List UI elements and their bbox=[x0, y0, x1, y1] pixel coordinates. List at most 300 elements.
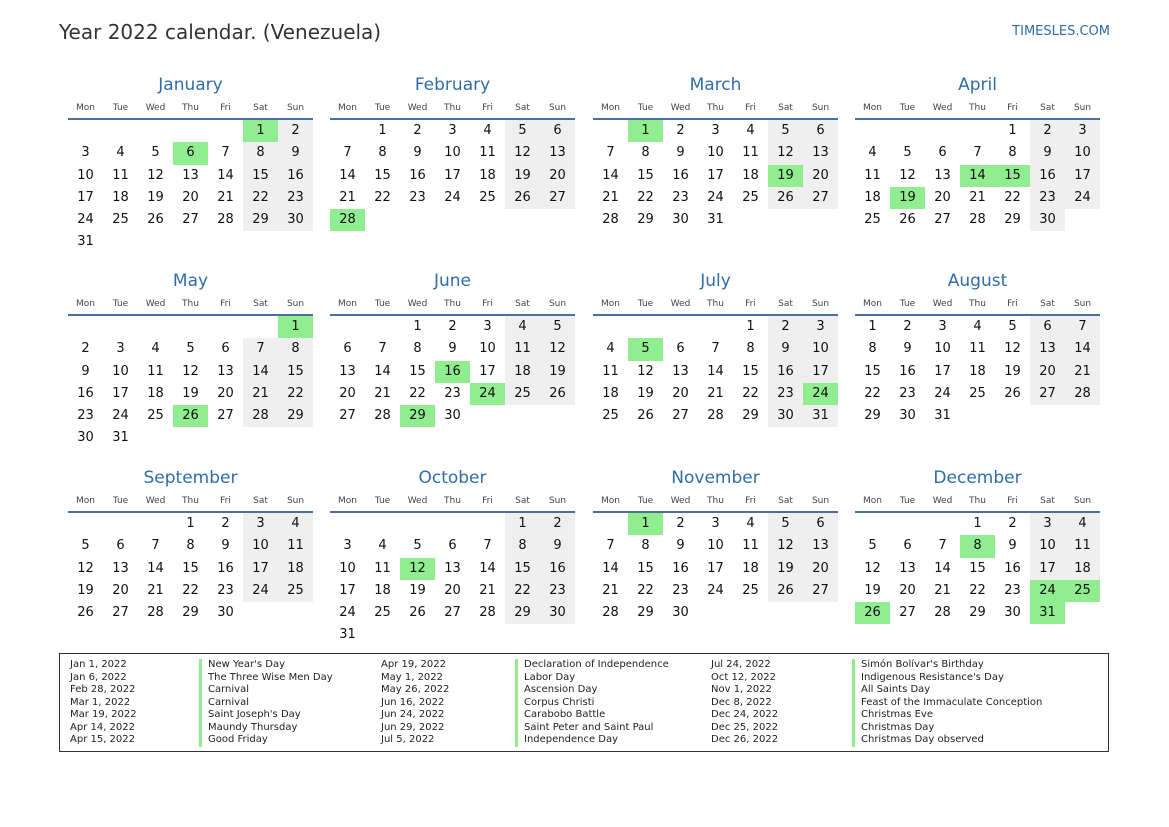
day-cell[interactable]: 10 bbox=[707, 145, 724, 161]
day-cell[interactable]: 11 bbox=[278, 535, 313, 557]
day-cell[interactable]: 4 bbox=[116, 145, 125, 161]
day-cell[interactable]: 9 bbox=[540, 535, 575, 557]
day-cell[interactable]: 4 bbox=[1065, 513, 1100, 535]
day-cell[interactable]: 13 bbox=[1030, 338, 1065, 360]
holiday-day-cell[interactable]: 16 bbox=[435, 361, 470, 383]
day-cell[interactable]: 2 bbox=[448, 319, 457, 334]
day-cell[interactable]: 29 bbox=[243, 209, 278, 231]
day-cell[interactable]: 17 bbox=[112, 385, 129, 401]
day-cell[interactable]: 1 bbox=[505, 513, 540, 535]
holiday-day-cell[interactable]: 19 bbox=[768, 165, 803, 187]
day-cell[interactable]: 16 bbox=[1030, 165, 1065, 187]
day-cell[interactable]: 16 bbox=[77, 385, 94, 401]
day-cell[interactable]: 24 bbox=[934, 385, 951, 401]
day-cell[interactable]: 18 bbox=[112, 189, 129, 205]
day-cell[interactable]: 21 bbox=[479, 582, 496, 598]
day-cell[interactable]: 6 bbox=[343, 341, 352, 357]
day-cell[interactable]: 26 bbox=[768, 187, 803, 209]
day-cell[interactable]: 2 bbox=[676, 516, 685, 531]
day-cell[interactable]: 10 bbox=[803, 338, 838, 360]
day-cell[interactable]: 25 bbox=[147, 408, 164, 424]
day-cell[interactable]: 29 bbox=[637, 212, 654, 228]
day-cell[interactable]: 21 bbox=[969, 189, 986, 205]
day-cell[interactable]: 13 bbox=[934, 167, 951, 183]
day-cell[interactable]: 7 bbox=[711, 341, 720, 357]
day-cell[interactable]: 10 bbox=[479, 341, 496, 357]
day-cell[interactable]: 5 bbox=[151, 145, 160, 161]
day-cell[interactable]: 12 bbox=[77, 560, 94, 576]
day-cell[interactable]: 30 bbox=[1004, 605, 1021, 621]
day-cell[interactable]: 14 bbox=[1065, 338, 1100, 360]
day-cell[interactable]: 26 bbox=[899, 212, 916, 228]
day-cell[interactable]: 5 bbox=[540, 316, 575, 338]
day-cell[interactable]: 4 bbox=[505, 316, 540, 338]
day-cell[interactable]: 30 bbox=[899, 408, 916, 424]
day-cell[interactable]: 9 bbox=[413, 145, 422, 161]
day-cell[interactable]: 12 bbox=[768, 535, 803, 557]
day-cell[interactable]: 22 bbox=[243, 187, 278, 209]
day-cell[interactable]: 28 bbox=[147, 605, 164, 621]
day-cell[interactable]: 5 bbox=[868, 538, 877, 554]
day-cell[interactable]: 14 bbox=[217, 167, 234, 183]
day-cell[interactable]: 15 bbox=[505, 558, 540, 580]
day-cell[interactable]: 20 bbox=[444, 582, 461, 598]
day-cell[interactable]: 13 bbox=[217, 363, 234, 379]
day-cell[interactable]: 25 bbox=[112, 212, 129, 228]
day-cell[interactable]: 3 bbox=[243, 513, 278, 535]
day-cell[interactable]: 3 bbox=[711, 516, 720, 531]
day-cell[interactable]: 23 bbox=[444, 385, 461, 401]
day-cell[interactable]: 24 bbox=[444, 189, 461, 205]
day-cell[interactable]: 4 bbox=[746, 516, 755, 531]
day-cell[interactable]: 7 bbox=[221, 145, 230, 161]
day-cell[interactable]: 4 bbox=[868, 145, 877, 161]
day-cell[interactable]: 1 bbox=[186, 516, 195, 531]
day-cell[interactable]: 13 bbox=[899, 560, 916, 576]
day-cell[interactable]: 15 bbox=[278, 361, 313, 383]
day-cell[interactable]: 14 bbox=[934, 560, 951, 576]
day-cell[interactable]: 28 bbox=[374, 408, 391, 424]
day-cell[interactable]: 28 bbox=[602, 605, 619, 621]
day-cell[interactable]: 18 bbox=[602, 385, 619, 401]
day-cell[interactable]: 30 bbox=[672, 212, 689, 228]
day-cell[interactable]: 7 bbox=[378, 341, 387, 357]
day-cell[interactable]: 21 bbox=[707, 385, 724, 401]
day-cell[interactable]: 11 bbox=[742, 145, 759, 161]
day-cell[interactable]: 22 bbox=[505, 580, 540, 602]
day-cell[interactable]: 29 bbox=[1004, 212, 1021, 228]
day-cell[interactable]: 9 bbox=[768, 338, 803, 360]
day-cell[interactable]: 5 bbox=[81, 538, 90, 554]
holiday-day-cell[interactable]: 12 bbox=[400, 558, 435, 580]
day-cell[interactable]: 4 bbox=[483, 123, 492, 138]
day-cell[interactable]: 11 bbox=[505, 338, 540, 360]
day-cell[interactable]: 28 bbox=[934, 605, 951, 621]
holiday-day-cell[interactable]: 15 bbox=[995, 165, 1030, 187]
day-cell[interactable]: 17 bbox=[444, 167, 461, 183]
day-cell[interactable]: 27 bbox=[1030, 383, 1065, 405]
day-cell[interactable]: 16 bbox=[672, 560, 689, 576]
day-cell[interactable]: 10 bbox=[1030, 535, 1065, 557]
day-cell[interactable]: 29 bbox=[505, 602, 540, 624]
day-cell[interactable]: 17 bbox=[707, 560, 724, 576]
day-cell[interactable]: 29 bbox=[278, 405, 313, 427]
day-cell[interactable]: 15 bbox=[742, 363, 759, 379]
day-cell[interactable]: 26 bbox=[540, 383, 575, 405]
day-cell[interactable]: 29 bbox=[969, 605, 986, 621]
day-cell[interactable]: 26 bbox=[768, 580, 803, 602]
holiday-day-cell[interactable]: 5 bbox=[628, 338, 663, 360]
day-cell[interactable]: 15 bbox=[374, 167, 391, 183]
day-cell[interactable]: 23 bbox=[1030, 187, 1065, 209]
holiday-day-cell[interactable]: 8 bbox=[960, 535, 995, 557]
day-cell[interactable]: 9 bbox=[278, 142, 313, 164]
day-cell[interactable]: 10 bbox=[707, 538, 724, 554]
day-cell[interactable]: 15 bbox=[637, 560, 654, 576]
day-cell[interactable]: 20 bbox=[803, 558, 838, 580]
day-cell[interactable]: 18 bbox=[742, 167, 759, 183]
day-cell[interactable]: 18 bbox=[278, 558, 313, 580]
day-cell[interactable]: 17 bbox=[479, 363, 496, 379]
day-cell[interactable]: 25 bbox=[742, 189, 759, 205]
day-cell[interactable]: 24 bbox=[112, 408, 129, 424]
day-cell[interactable]: 24 bbox=[707, 582, 724, 598]
day-cell[interactable]: 21 bbox=[934, 582, 951, 598]
day-cell[interactable]: 8 bbox=[378, 145, 387, 161]
holiday-day-cell[interactable]: 24 bbox=[803, 383, 838, 405]
day-cell[interactable]: 20 bbox=[540, 165, 575, 187]
day-cell[interactable]: 14 bbox=[602, 560, 619, 576]
day-cell[interactable]: 16 bbox=[217, 560, 234, 576]
day-cell[interactable]: 12 bbox=[540, 338, 575, 360]
day-cell[interactable]: 1 bbox=[868, 319, 877, 334]
holiday-day-cell[interactable]: 26 bbox=[173, 405, 208, 427]
day-cell[interactable]: 3 bbox=[116, 341, 125, 357]
day-cell[interactable]: 16 bbox=[672, 167, 689, 183]
day-cell[interactable]: 16 bbox=[540, 558, 575, 580]
day-cell[interactable]: 11 bbox=[742, 538, 759, 554]
day-cell[interactable]: 13 bbox=[540, 142, 575, 164]
day-cell[interactable]: 14 bbox=[479, 560, 496, 576]
day-cell[interactable]: 21 bbox=[243, 383, 278, 405]
day-cell[interactable]: 8 bbox=[413, 341, 422, 357]
day-cell[interactable]: 25 bbox=[505, 383, 540, 405]
day-cell[interactable]: 25 bbox=[278, 580, 313, 602]
day-cell[interactable]: 16 bbox=[768, 361, 803, 383]
day-cell[interactable]: 24 bbox=[339, 605, 356, 621]
day-cell[interactable]: 9 bbox=[448, 341, 457, 357]
day-cell[interactable]: 1 bbox=[973, 516, 982, 531]
day-cell[interactable]: 16 bbox=[409, 167, 426, 183]
day-cell[interactable]: 19 bbox=[637, 385, 654, 401]
day-cell[interactable]: 10 bbox=[112, 363, 129, 379]
day-cell[interactable]: 13 bbox=[444, 560, 461, 576]
day-cell[interactable]: 21 bbox=[1065, 361, 1100, 383]
day-cell[interactable]: 10 bbox=[77, 167, 94, 183]
day-cell[interactable]: 3 bbox=[803, 316, 838, 338]
day-cell[interactable]: 24 bbox=[1065, 187, 1100, 209]
day-cell[interactable]: 1 bbox=[378, 123, 387, 138]
day-cell[interactable]: 2 bbox=[1030, 120, 1065, 142]
day-cell[interactable]: 25 bbox=[602, 408, 619, 424]
day-cell[interactable]: 7 bbox=[606, 145, 615, 161]
day-cell[interactable]: 27 bbox=[934, 212, 951, 228]
day-cell[interactable]: 11 bbox=[374, 560, 391, 576]
day-cell[interactable]: 30 bbox=[672, 605, 689, 621]
day-cell[interactable]: 1 bbox=[1008, 123, 1017, 138]
day-cell[interactable]: 23 bbox=[672, 582, 689, 598]
day-cell[interactable]: 9 bbox=[221, 538, 230, 554]
day-cell[interactable]: 20 bbox=[112, 582, 129, 598]
day-cell[interactable]: 11 bbox=[602, 363, 619, 379]
day-cell[interactable]: 6 bbox=[540, 120, 575, 142]
day-cell[interactable]: 23 bbox=[672, 189, 689, 205]
day-cell[interactable]: 10 bbox=[444, 145, 461, 161]
day-cell[interactable]: 24 bbox=[243, 580, 278, 602]
day-cell[interactable]: 7 bbox=[483, 538, 492, 554]
day-cell[interactable]: 6 bbox=[938, 145, 947, 161]
day-cell[interactable]: 8 bbox=[243, 142, 278, 164]
day-cell[interactable]: 21 bbox=[147, 582, 164, 598]
holiday-day-cell[interactable]: 28 bbox=[330, 209, 365, 231]
day-cell[interactable]: 2 bbox=[278, 120, 313, 142]
day-cell[interactable]: 17 bbox=[339, 582, 356, 598]
day-cell[interactable]: 19 bbox=[147, 189, 164, 205]
day-cell[interactable]: 8 bbox=[1008, 145, 1017, 161]
day-cell[interactable]: 8 bbox=[746, 341, 755, 357]
day-cell[interactable]: 2 bbox=[81, 341, 90, 357]
day-cell[interactable]: 3 bbox=[1030, 513, 1065, 535]
day-cell[interactable]: 17 bbox=[934, 363, 951, 379]
day-cell[interactable]: 19 bbox=[77, 582, 94, 598]
day-cell[interactable]: 21 bbox=[602, 582, 619, 598]
day-cell[interactable]: 18 bbox=[374, 582, 391, 598]
day-cell[interactable]: 16 bbox=[278, 165, 313, 187]
day-cell[interactable]: 31 bbox=[803, 405, 838, 427]
day-cell[interactable]: 9 bbox=[676, 145, 685, 161]
day-cell[interactable]: 2 bbox=[768, 316, 803, 338]
day-cell[interactable]: 17 bbox=[1030, 558, 1065, 580]
day-cell[interactable]: 22 bbox=[742, 385, 759, 401]
day-cell[interactable]: 13 bbox=[112, 560, 129, 576]
day-cell[interactable]: 17 bbox=[1065, 165, 1100, 187]
day-cell[interactable]: 30 bbox=[278, 209, 313, 231]
day-cell[interactable]: 19 bbox=[182, 385, 199, 401]
day-cell[interactable]: 27 bbox=[803, 187, 838, 209]
day-cell[interactable]: 12 bbox=[637, 363, 654, 379]
day-cell[interactable]: 10 bbox=[339, 560, 356, 576]
day-cell[interactable]: 31 bbox=[77, 234, 94, 250]
day-cell[interactable]: 23 bbox=[540, 580, 575, 602]
day-cell[interactable]: 14 bbox=[374, 363, 391, 379]
day-cell[interactable]: 31 bbox=[707, 212, 724, 228]
day-cell[interactable]: 10 bbox=[934, 341, 951, 357]
day-cell[interactable]: 13 bbox=[803, 142, 838, 164]
day-cell[interactable]: 15 bbox=[182, 560, 199, 576]
day-cell[interactable]: 12 bbox=[899, 167, 916, 183]
day-cell[interactable]: 4 bbox=[746, 123, 755, 138]
day-cell[interactable]: 24 bbox=[707, 189, 724, 205]
day-cell[interactable]: 18 bbox=[479, 167, 496, 183]
day-cell[interactable]: 21 bbox=[339, 189, 356, 205]
day-cell[interactable]: 18 bbox=[505, 361, 540, 383]
day-cell[interactable]: 30 bbox=[444, 408, 461, 424]
day-cell[interactable]: 20 bbox=[339, 385, 356, 401]
day-cell[interactable]: 14 bbox=[602, 167, 619, 183]
day-cell[interactable]: 9 bbox=[81, 363, 90, 379]
day-cell[interactable]: 5 bbox=[1008, 319, 1017, 334]
day-cell[interactable]: 12 bbox=[864, 560, 881, 576]
holiday-day-cell[interactable]: 1 bbox=[243, 120, 278, 142]
day-cell[interactable]: 30 bbox=[540, 602, 575, 624]
day-cell[interactable]: 22 bbox=[374, 189, 391, 205]
day-cell[interactable]: 2 bbox=[221, 516, 230, 531]
day-cell[interactable]: 29 bbox=[637, 605, 654, 621]
day-cell[interactable]: 15 bbox=[409, 363, 426, 379]
day-cell[interactable]: 3 bbox=[81, 145, 90, 161]
day-cell[interactable]: 22 bbox=[969, 582, 986, 598]
holiday-day-cell[interactable]: 26 bbox=[855, 602, 890, 624]
day-cell[interactable]: 27 bbox=[444, 605, 461, 621]
day-cell[interactable]: 11 bbox=[147, 363, 164, 379]
day-cell[interactable]: 23 bbox=[409, 189, 426, 205]
day-cell[interactable]: 8 bbox=[641, 538, 650, 554]
day-cell[interactable]: 26 bbox=[1004, 385, 1021, 401]
day-cell[interactable]: 17 bbox=[803, 361, 838, 383]
day-cell[interactable]: 1 bbox=[413, 319, 422, 334]
day-cell[interactable]: 28 bbox=[217, 212, 234, 228]
day-cell[interactable]: 7 bbox=[151, 538, 160, 554]
day-cell[interactable]: 20 bbox=[672, 385, 689, 401]
day-cell[interactable]: 14 bbox=[147, 560, 164, 576]
day-cell[interactable]: 22 bbox=[637, 582, 654, 598]
day-cell[interactable]: 23 bbox=[899, 385, 916, 401]
day-cell[interactable]: 6 bbox=[116, 538, 125, 554]
day-cell[interactable]: 13 bbox=[672, 363, 689, 379]
day-cell[interactable]: 23 bbox=[278, 187, 313, 209]
day-cell[interactable]: 7 bbox=[343, 145, 352, 161]
day-cell[interactable]: 19 bbox=[505, 165, 540, 187]
day-cell[interactable]: 19 bbox=[1004, 363, 1021, 379]
day-cell[interactable]: 29 bbox=[864, 408, 881, 424]
day-cell[interactable]: 20 bbox=[182, 189, 199, 205]
day-cell[interactable]: 8 bbox=[278, 338, 313, 360]
day-cell[interactable]: 27 bbox=[339, 408, 356, 424]
day-cell[interactable]: 19 bbox=[409, 582, 426, 598]
day-cell[interactable]: 11 bbox=[479, 145, 496, 161]
day-cell[interactable]: 14 bbox=[243, 361, 278, 383]
day-cell[interactable]: 28 bbox=[707, 408, 724, 424]
holiday-day-cell[interactable]: 24 bbox=[1030, 580, 1065, 602]
day-cell[interactable]: 22 bbox=[864, 385, 881, 401]
day-cell[interactable]: 21 bbox=[217, 189, 234, 205]
day-cell[interactable]: 17 bbox=[707, 167, 724, 183]
day-cell[interactable]: 3 bbox=[711, 123, 720, 138]
holiday-day-cell[interactable]: 19 bbox=[890, 187, 925, 209]
holiday-day-cell[interactable]: 1 bbox=[628, 513, 663, 535]
day-cell[interactable]: 4 bbox=[973, 319, 982, 334]
day-cell[interactable]: 31 bbox=[934, 408, 951, 424]
day-cell[interactable]: 9 bbox=[676, 538, 685, 554]
day-cell[interactable]: 12 bbox=[768, 142, 803, 164]
day-cell[interactable]: 22 bbox=[278, 383, 313, 405]
day-cell[interactable]: 3 bbox=[343, 538, 352, 554]
day-cell[interactable]: 30 bbox=[77, 430, 94, 446]
day-cell[interactable]: 23 bbox=[77, 408, 94, 424]
day-cell[interactable]: 2 bbox=[676, 123, 685, 138]
day-cell[interactable]: 15 bbox=[637, 167, 654, 183]
day-cell[interactable]: 27 bbox=[672, 408, 689, 424]
day-cell[interactable]: 20 bbox=[1030, 361, 1065, 383]
day-cell[interactable]: 6 bbox=[803, 513, 838, 535]
day-cell[interactable]: 27 bbox=[217, 408, 234, 424]
day-cell[interactable]: 2 bbox=[413, 123, 422, 138]
day-cell[interactable]: 7 bbox=[1065, 316, 1100, 338]
day-cell[interactable]: 31 bbox=[339, 627, 356, 643]
day-cell[interactable]: 13 bbox=[803, 535, 838, 557]
day-cell[interactable]: 3 bbox=[938, 319, 947, 334]
day-cell[interactable]: 7 bbox=[938, 538, 947, 554]
day-cell[interactable]: 22 bbox=[637, 189, 654, 205]
day-cell[interactable]: 27 bbox=[540, 187, 575, 209]
day-cell[interactable]: 16 bbox=[1004, 560, 1021, 576]
day-cell[interactable]: 18 bbox=[1065, 558, 1100, 580]
day-cell[interactable]: 26 bbox=[409, 605, 426, 621]
day-cell[interactable]: 8 bbox=[505, 535, 540, 557]
day-cell[interactable]: 21 bbox=[374, 385, 391, 401]
day-cell[interactable]: 25 bbox=[374, 605, 391, 621]
day-cell[interactable]: 23 bbox=[217, 582, 234, 598]
day-cell[interactable]: 15 bbox=[243, 165, 278, 187]
day-cell[interactable]: 7 bbox=[243, 338, 278, 360]
day-cell[interactable]: 15 bbox=[864, 363, 881, 379]
day-cell[interactable]: 5 bbox=[505, 120, 540, 142]
day-cell[interactable]: 14 bbox=[707, 363, 724, 379]
day-cell[interactable]: 3 bbox=[483, 319, 492, 334]
day-cell[interactable]: 19 bbox=[768, 558, 803, 580]
day-cell[interactable]: 12 bbox=[182, 363, 199, 379]
day-cell[interactable]: 23 bbox=[768, 383, 803, 405]
holiday-day-cell[interactable]: 14 bbox=[960, 165, 995, 187]
day-cell[interactable]: 6 bbox=[903, 538, 912, 554]
day-cell[interactable]: 20 bbox=[217, 385, 234, 401]
day-cell[interactable]: 2 bbox=[1008, 516, 1017, 531]
day-cell[interactable]: 9 bbox=[1008, 538, 1017, 554]
day-cell[interactable]: 6 bbox=[1030, 316, 1065, 338]
day-cell[interactable]: 5 bbox=[413, 538, 422, 554]
day-cell[interactable]: 22 bbox=[409, 385, 426, 401]
day-cell[interactable]: 16 bbox=[899, 363, 916, 379]
day-cell[interactable]: 21 bbox=[602, 189, 619, 205]
day-cell[interactable]: 3 bbox=[1065, 120, 1100, 142]
day-cell[interactable]: 6 bbox=[676, 341, 685, 357]
day-cell[interactable]: 13 bbox=[339, 363, 356, 379]
day-cell[interactable]: 19 bbox=[540, 361, 575, 383]
day-cell[interactable]: 27 bbox=[803, 580, 838, 602]
holiday-day-cell[interactable]: 1 bbox=[278, 316, 313, 338]
day-cell[interactable]: 8 bbox=[641, 145, 650, 161]
day-cell[interactable]: 12 bbox=[505, 142, 540, 164]
holiday-day-cell[interactable]: 24 bbox=[470, 383, 505, 405]
day-cell[interactable]: 22 bbox=[1004, 189, 1021, 205]
day-cell[interactable]: 20 bbox=[934, 189, 951, 205]
day-cell[interactable]: 18 bbox=[742, 560, 759, 576]
day-cell[interactable]: 28 bbox=[969, 212, 986, 228]
day-cell[interactable]: 31 bbox=[112, 430, 129, 446]
day-cell[interactable]: 25 bbox=[864, 212, 881, 228]
day-cell[interactable]: 29 bbox=[742, 408, 759, 424]
holiday-day-cell[interactable]: 6 bbox=[173, 142, 208, 164]
